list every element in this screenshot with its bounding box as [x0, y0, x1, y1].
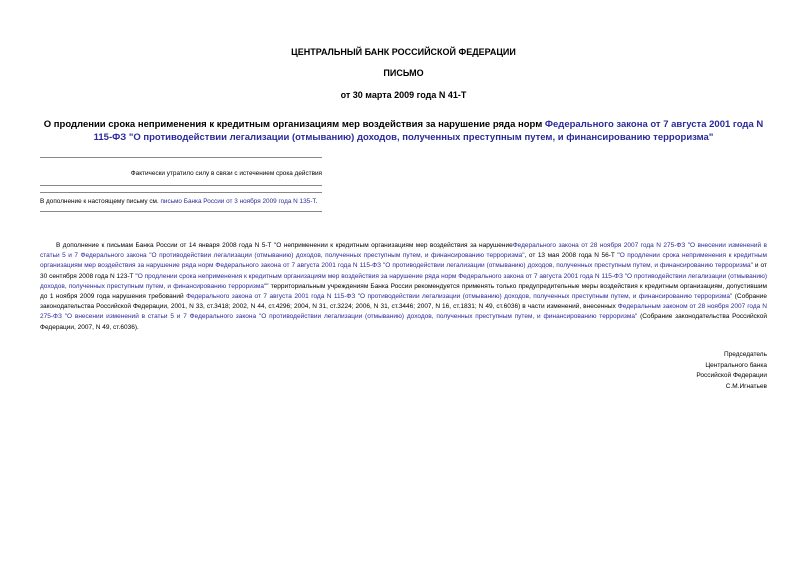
- divider: [40, 211, 322, 212]
- divider: [40, 157, 322, 158]
- law-275-link[interactable]: Федерального закона от 28 ноября 2007 года N 275-ФЗ "О внесении изменений в статьи 5 и 7 Федерального закона "О противодействии легализации (отмыванию) доходов, полученных преступным путем, и финансированию терроризма": [40, 242, 767, 260]
- signature-block: [696, 350, 767, 392]
- subject-text: О продлении срока неприменения к кредитным организациям мер воздействия за нарушение ряда норм: [43, 119, 545, 130]
- body-text: (Собрание законодательства Российской Федерации, 2001, N 33, ст.3418; 2002, N 44, ст.4296; 2004, N 31, ст.3224; 2006, N 31, ст.3446; 2007, N 16, ст.1831; N 49, ст.6036) в части изменений, внесенных: [40, 293, 767, 311]
- law-275-amend-link[interactable]: Федеральным законом от 28 ноября 2007 года N 275-ФЗ "О внесении изменений в статьи 5 и 7 Федерального закона "О противодействии легализации (отмыванию) доходов, полученных преступным путем, и финансированию терроризма": [40, 303, 767, 321]
- doc-subject: [40, 118, 767, 144]
- signature-name: С.М.Игнатьев: [725, 382, 767, 390]
- signature-org: Центрального банка: [705, 361, 767, 369]
- letter-body: [40, 241, 767, 333]
- subject-law-link[interactable]: Федерального закона от 7 августа 2001 года N 115-ФЗ "О противодействии легализации (отмыванию) доходов, полученных преступным путем, и финансированию терроризма": [93, 119, 764, 143]
- org-title: ЦЕНТРАЛЬНЫЙ БАНК РОССИЙСКОЙ ФЕДЕРАЦИИ: [291, 47, 516, 57]
- doc-date-number: от 30 марта 2009 года N 41-Т: [340, 90, 467, 100]
- law-115-link[interactable]: Федерального закона от 7 августа 2001 года N 115-ФЗ "О противодействии легализации (отмыванию) доходов, полученных преступным путем, и финансированию терроризма": [186, 293, 733, 301]
- body-text: " территориальным учреждениям Банка России рекомендуется применять только предупредительные меры воздействия к кредитным организациям, допустившим до 1 ноября 2009 года нарушения требований: [40, 282, 767, 301]
- addition-text: В дополнение к настоящему письму см.: [40, 198, 161, 205]
- body-text: (Собрание законодательства Российской Федерации, 2007, N 49, ст.6036).: [40, 313, 767, 331]
- body-text: В дополнение к письмам Банка России от 14 января 2008 года N 5-Т "О неприменении к кредитным организациям мер воздействия за нарушение: [56, 242, 513, 249]
- addition-suffix: .: [315, 198, 318, 205]
- addition-note: [40, 198, 322, 205]
- signature-country: Российской Федерации: [696, 372, 767, 379]
- body-text: , от 13 мая 2008 года N 56-Т ": [524, 252, 620, 260]
- addition-letter-link[interactable]: письмо Банка России от 3 ноября 2009 года N 135-Т: [160, 198, 316, 205]
- letter-56t-link[interactable]: О продлении срока неприменения к кредитным организациям мер воздействия за нарушение ряда норм Федерального закона от 7 августа 2001 года N 115-ФЗ "О противодействии легализации (отмыванию) доходов, полученных преступным путем, и финансированию терроризма": [40, 252, 767, 270]
- body-text: и от 30 сентября 2008 года N 123-Т ": [40, 262, 767, 280]
- expired-note: Фактически утратило силу в связи с истечением срока действия: [130, 170, 322, 177]
- letter-123t-link[interactable]: О продлении срока неприменения к кредитным организациям мер воздействия за нарушение ряда норм Федерального закона от 7 августа 2001 года N 115-ФЗ "О противодействии легализации (отмыванию) доходов, полученных преступным путем, и финансированию терроризма": [40, 272, 768, 290]
- divider: [40, 185, 322, 186]
- doc-type: ПИСЬМО: [383, 68, 424, 78]
- divider: [40, 192, 322, 193]
- signature-title: Председатель: [723, 351, 767, 358]
